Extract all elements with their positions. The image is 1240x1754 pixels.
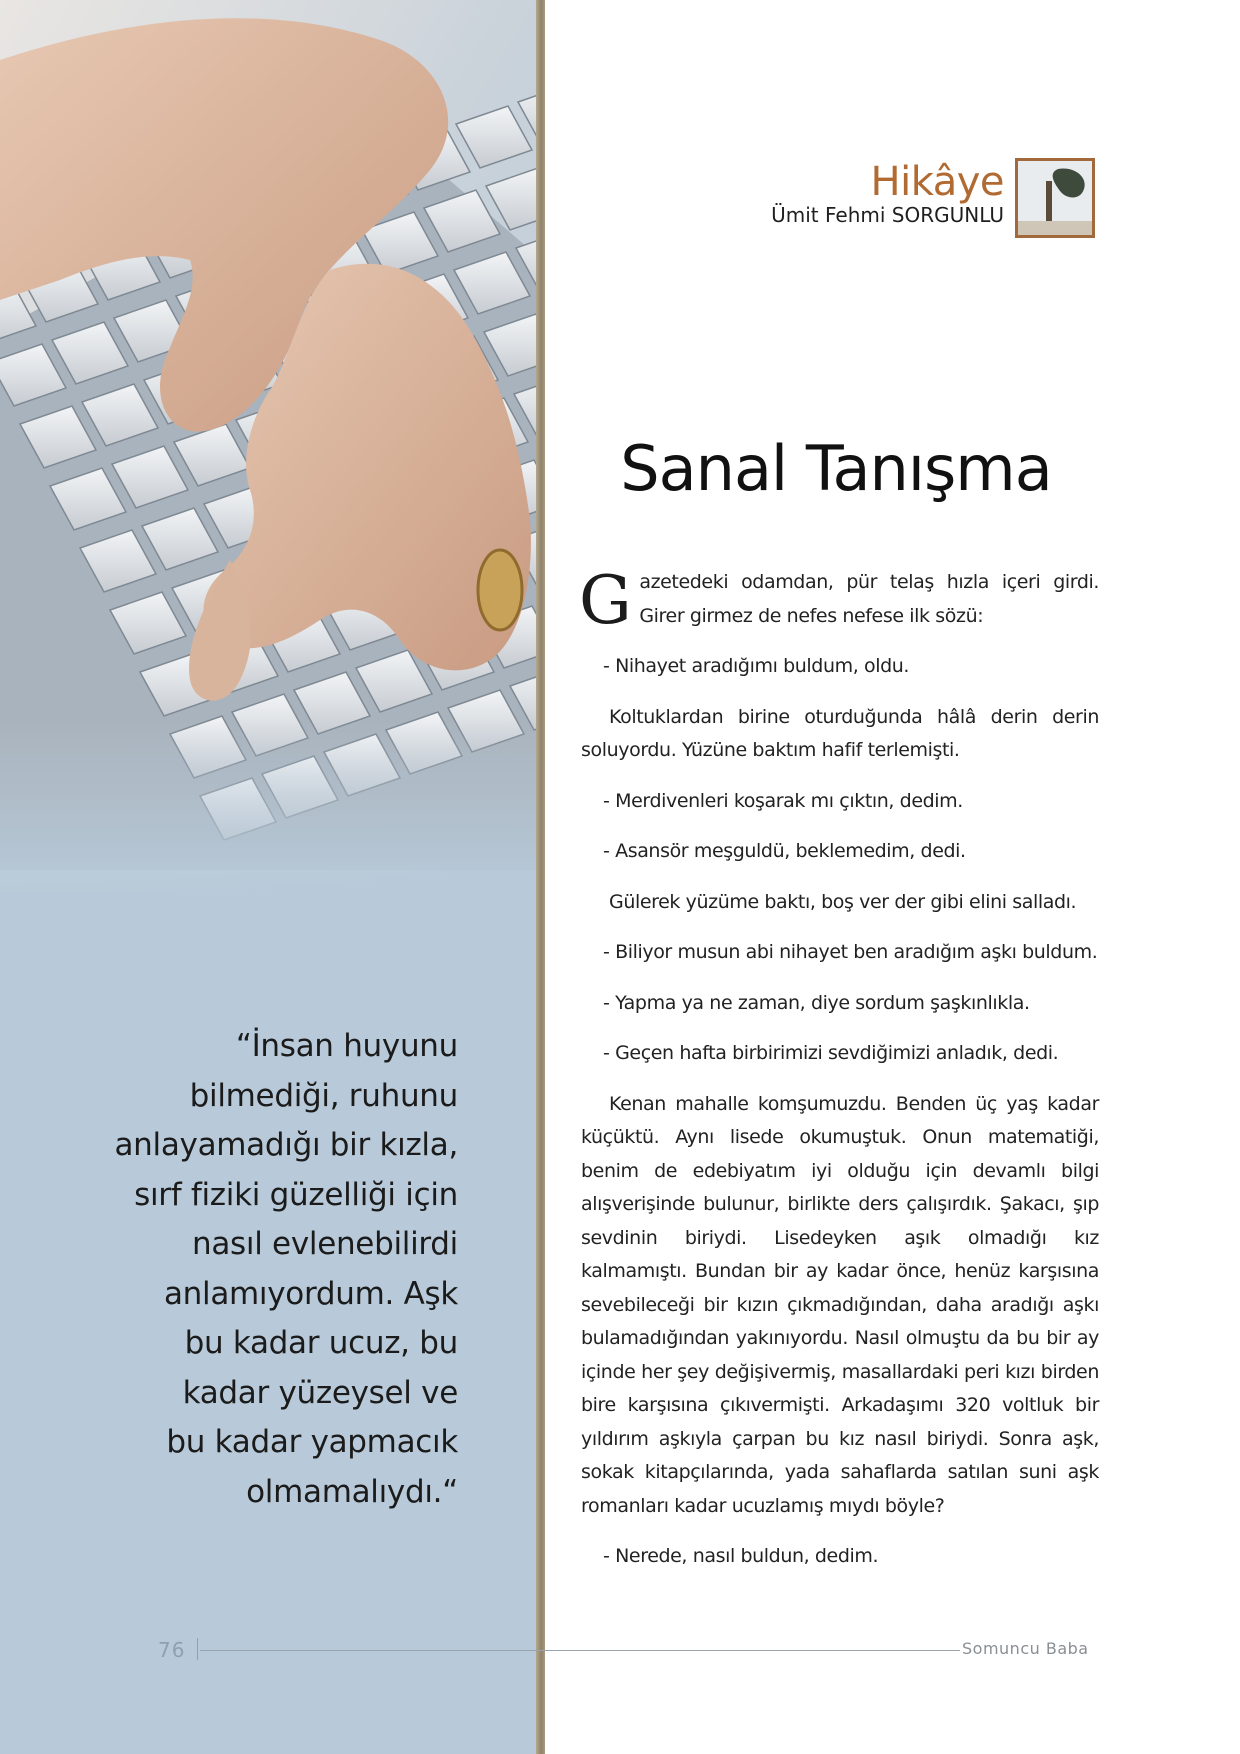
body-paragraph: - Nihayet aradığımı buldum, oldu. — [603, 655, 910, 677]
author-name: Ümit Fehmi SORGUNLU — [771, 203, 1004, 227]
article-body — [579, 562, 1099, 1591]
body-paragraph: - Biliyor musun abi nihayet ben aradığım aşkı buldum. — [603, 941, 1098, 963]
footer-rule — [200, 1650, 960, 1651]
body-paragraph: - Geçen hafta birbirimizi sevdiğimizi anladık, dedi. — [603, 1042, 1059, 1064]
keyboard-hands-photo — [0, 0, 542, 900]
section-thumbnail-image — [1015, 158, 1095, 238]
magazine-name: Somuncu Baba — [962, 1639, 1089, 1658]
body-paragraph: Koltuklardan birine oturduğunda hâlâ derin derin soluyordu. Yüzüne baktım hafif terlemişti. — [581, 705, 1099, 761]
lead-paragraph — [579, 562, 1099, 639]
body-paragraph: - Yapma ya ne zaman, diye sordum şaşkınlıkla. — [603, 991, 1030, 1014]
body-paragraph: - Merdivenleri koşarak mı çıktın, dedim. — [603, 789, 963, 812]
article-title: Sanal Tanışma — [620, 432, 1052, 505]
body-paragraph: - Nerede, nasıl buldun, dedim. — [603, 1545, 879, 1567]
column-divider — [536, 0, 545, 1754]
section-label: Hikâye — [870, 159, 1004, 205]
body-paragraph: - Asansör meşguldü, beklemedim, dedi. — [603, 840, 966, 862]
body-paragraph: Gülerek yüzüme baktı, boş ver der gibi elini salladı. — [609, 890, 1077, 913]
section-header — [771, 158, 1004, 228]
footer-tick — [197, 1638, 198, 1660]
left-column — [0, 0, 542, 1754]
lead-text: azetedeki odamdan, pür telaş hızla içeri girdi. Girer girmez de nefes nefese ilk sözü: — [639, 571, 1099, 627]
drop-cap: G — [579, 562, 632, 639]
pull-quote: “İnsan huyunu bilmediği, ruhunu anlayamadığı bir kızla, sırf fiziki güzelliği için nasıl evlenebilirdi anlamıyordum. Aşk bu kadar ucuz, bu kadar yüzeysel ve bu kadar yapmacık olmamalıydı.“ — [114, 1028, 458, 1510]
page-number: 76 — [158, 1638, 186, 1662]
body-paragraph: Kenan mahalle komşumuzdu. Benden üç yaş kadar küçüktü. Aynı lisede okumuştuk. Onun matematiği, benim de edebiyatım iyi olduğu için devamlı bilgi alışverişinde bulunur, birlikte ders çalışırdık. Şakacı, şıp sevdinin biriydi. Lisedeyken aşık olmadığı kız kalmamıştı. Bundan bir ay kadar önce, henüz karşısına sevebileceği bir kızın çıkmadığından, daha aradığı aşkı bulamadığından yakınıyordu. Nasıl olmuştu da bu bir ay içinde her şey değişivermiş, masallardaki peri kızı birden bire karşısına çıkıvermişti. Arkadaşımı 320 voltluk bir yıldırım aşkıyla çarpan bu kız nasıl biriydi. Sonra aşk, sokak kitapçılarında, yada sahaflarda satılan suni aşk romanları kadar ucuzlamış mıydı böyle? — [581, 1092, 1099, 1517]
body-paragraphs — [581, 650, 1099, 1574]
